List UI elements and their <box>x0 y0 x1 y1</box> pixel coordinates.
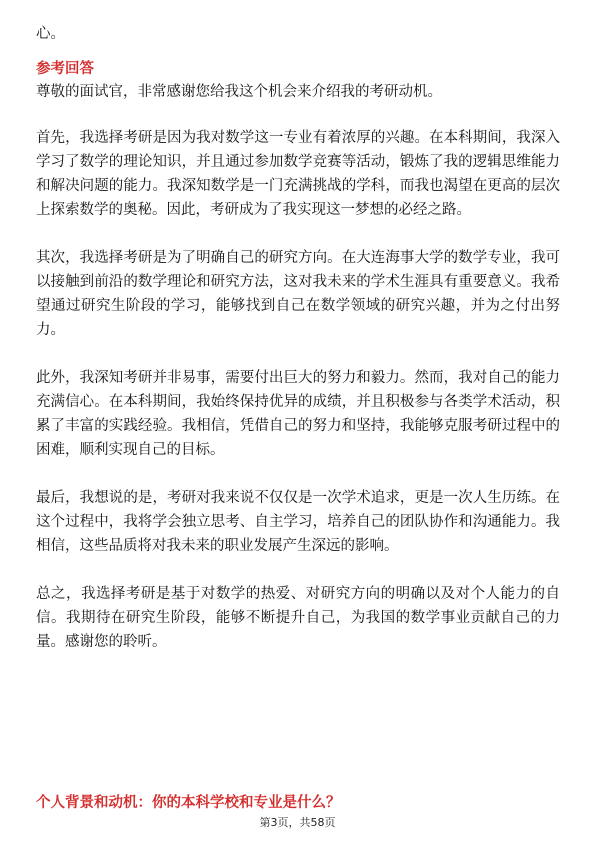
answer-paragraph-conclusion: 总之，我选择考研是基于对数学的热爱、对研究方向的明确以及对个人能力的自信。我期待在研究生阶段，能够不断提升自己，为我国的数学事业贡献自己的力量。感谢您的聆听。 <box>36 586 560 650</box>
answer-paragraph-first: 首先，我选择考研是因为我对数学这一专业有着浓厚的兴趣。在本科期间，我深入学习了数学的理论知识，并且通过参加数学竞赛等活动，锻炼了我的逻辑思维能力和解决问题的能力。我深知数学是一门充满挑战的学科，而我也渴望在更高的层次上探索数学的奥秘。因此，考研成为了我实现这一梦想的必经之路。 <box>36 130 560 218</box>
answer-heading: 参考回答 <box>36 61 94 77</box>
answer-paragraph-fourth: 最后，我想说的是，考研对我来说不仅仅是一次学术追求，更是一次人生历练。在这个过程中，我将学会独立思考、自主学习，培养自己的团队协作和沟通能力。我相信，这些品质将对我未来的职业发展产生深远的影响。 <box>36 490 560 554</box>
page-content <box>36 22 560 678</box>
next-question-heading: 个人背景和动机：你的本科学校和专业是什么？ <box>36 795 341 811</box>
continuation-text: 心。 <box>36 26 65 42</box>
page-number-footer: 第3页，共58页 <box>259 816 336 829</box>
answer-paragraph-second: 其次，我选择考研是为了明确自己的研究方向。在大连海事大学的数学专业，我可以接触到前沿的数学理论和研究方法，这对我未来的学术生涯具有重要意义。我希望通过研究生阶段的学习，能够找到自己在数学领域的研究兴趣，并为之付出努力。 <box>36 250 560 338</box>
answer-paragraph-intro: 尊敬的面试官，非常感谢您给我这个机会来介绍我的考研动机。 <box>36 84 442 100</box>
answer-paragraph-third: 此外，我深知考研并非易事，需要付出巨大的努力和毅力。然而，我对自己的能力充满信心。在本科期间，我始终保持优异的成绩，并且积极参与各类学术活动，积累了丰富的实践经验。我相信，凭借自己的努力和坚持，我能够克服考研过程中的困难，顺利实现自己的目标。 <box>36 370 560 458</box>
